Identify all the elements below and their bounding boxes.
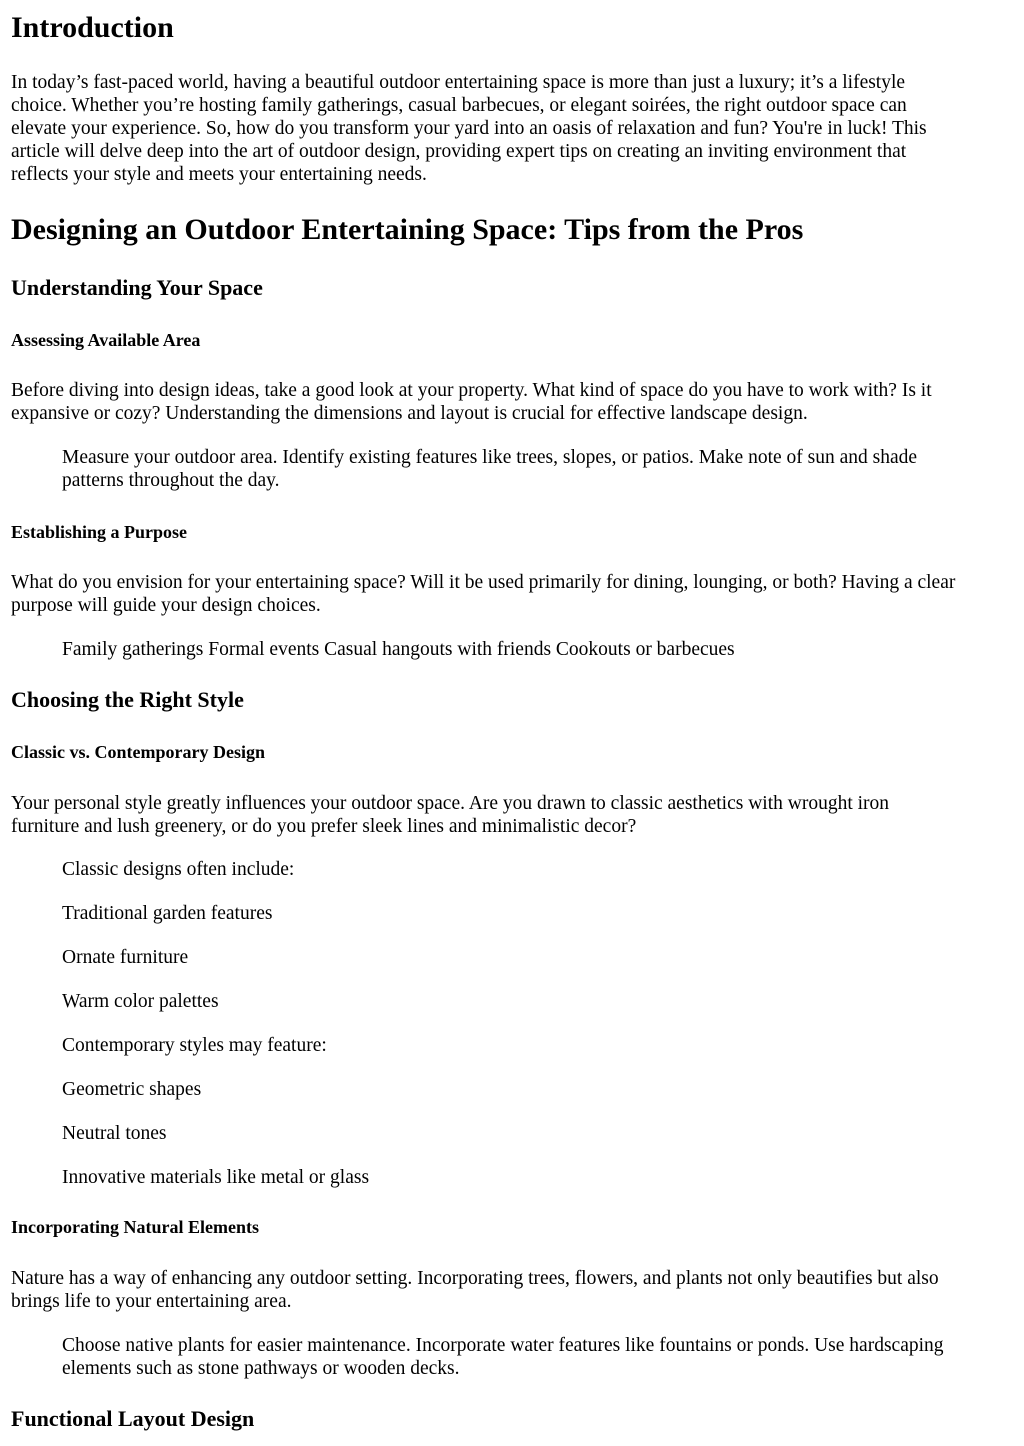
understanding-heading: Understanding Your Space bbox=[11, 275, 263, 300]
classic-list-item: Contemporary styles may feature: bbox=[62, 1035, 327, 1056]
purpose-line: What do you envision for your entertaining space? Will it be used primarily for dining, lounging, or both? Having a clear bbox=[11, 572, 956, 593]
assessing-heading: Assessing Available Area bbox=[11, 330, 201, 350]
classic-heading: Classic vs. Contemporary Design bbox=[11, 742, 265, 762]
main-heading: Designing an Outdoor Entertaining Space: Tips from the Pros bbox=[11, 213, 804, 246]
intro-line: elevate your experience. So, how do you transform your yard into an oasis of relaxation and fun? You're in luck! This bbox=[11, 118, 927, 139]
classic-list-item: Geometric shapes bbox=[62, 1079, 202, 1100]
intro-line: In today’s fast-paced world, having a beautiful outdoor entertaining space is more than just a luxury; it’s a lifestyle bbox=[11, 72, 906, 93]
intro-line: reflects your style and meets your entertaining needs. bbox=[11, 164, 427, 185]
intro-heading: Introduction bbox=[11, 11, 174, 44]
natural-line: Nature has a way of enhancing any outdoor setting. Incorporating trees, flowers, and plants not only beautifies but also bbox=[11, 1268, 939, 1289]
assessing-line: Before diving into design ideas, take a good look at your property. What kind of space do you have to work with? Is it bbox=[11, 380, 932, 401]
layout-heading: Functional Layout Design bbox=[11, 1406, 255, 1431]
natural-heading: Incorporating Natural Elements bbox=[11, 1217, 259, 1237]
classic-list-item: Traditional garden features bbox=[62, 903, 273, 924]
classic-line: Your personal style greatly influences your outdoor space. Are you drawn to classic aesthetics with wrought iron bbox=[11, 793, 890, 814]
natural-line: brings life to your entertaining area. bbox=[11, 1291, 292, 1312]
classic-list-item: Neutral tones bbox=[62, 1123, 167, 1144]
style-heading: Choosing the Right Style bbox=[11, 687, 244, 712]
classic-list-item: Warm color palettes bbox=[62, 991, 219, 1012]
assessing-line: expansive or cozy? Understanding the dimensions and layout is crucial for effective landscape design. bbox=[11, 403, 808, 424]
purpose-heading: Establishing a Purpose bbox=[11, 522, 188, 542]
assessing-list-line: Measure your outdoor area. Identify existing features like trees, slopes, or patios. Make note of sun and shade bbox=[62, 447, 918, 468]
classic-list-item: Innovative materials like metal or glass bbox=[62, 1167, 370, 1188]
purpose-list: Family gatherings Formal events Casual hangouts with friends Cookouts or barbecues bbox=[62, 639, 735, 660]
intro-line: article will delve deep into the art of outdoor design, providing expert tips on creating an inviting environment that bbox=[11, 141, 907, 162]
assessing-list-line: patterns throughout the day. bbox=[62, 470, 280, 491]
intro-line: choice. Whether you’re hosting family gatherings, casual barbecues, or elegant soirées, the right outdoor space can bbox=[11, 95, 907, 116]
classic-line: furniture and lush greenery, or do you prefer sleek lines and minimalistic decor? bbox=[11, 816, 637, 837]
classic-list-item: Classic designs often include: bbox=[62, 859, 295, 880]
classic-list-item: Ornate furniture bbox=[62, 947, 189, 968]
natural-list-line: elements such as stone pathways or wooden decks. bbox=[62, 1358, 460, 1379]
purpose-line: purpose will guide your design choices. bbox=[11, 595, 321, 616]
natural-list-line: Choose native plants for easier maintenance. Incorporate water features like fountains or ponds. Use hardscaping bbox=[62, 1335, 944, 1356]
